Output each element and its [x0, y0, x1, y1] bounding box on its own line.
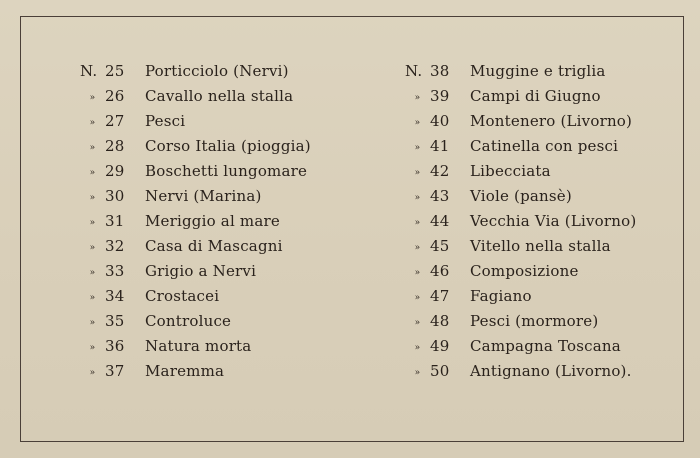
- entry-prefix: »: [89, 268, 96, 278]
- entry-title: Pesci (mormore): [470, 312, 599, 330]
- entry-prefix: »: [414, 343, 421, 353]
- entry-number: 29: [105, 162, 125, 180]
- entry-number: 47: [430, 287, 450, 305]
- entry-number: 32: [105, 237, 125, 255]
- catalog-entry: [405, 259, 636, 284]
- catalog-entry: [405, 59, 636, 84]
- catalog-entry: [405, 284, 636, 309]
- entry-prefix: »: [89, 293, 96, 303]
- catalog-entry: [80, 184, 311, 209]
- catalog-entry: [80, 209, 311, 234]
- catalog-entry: [80, 309, 311, 334]
- entry-title: Casa di Mascagni: [145, 237, 283, 255]
- entry-title: Campi di Giugno: [470, 87, 601, 105]
- entry-prefix: »: [89, 118, 96, 128]
- entry-number: 44: [430, 212, 450, 230]
- entry-title: Cavallo nella stalla: [145, 87, 294, 105]
- entry-prefix: »: [89, 143, 96, 153]
- catalog-entry: [80, 234, 311, 259]
- catalog-entry: [405, 234, 636, 259]
- entry-number: 36: [105, 337, 125, 355]
- catalog-entry: [405, 159, 636, 184]
- entry-title: Boschetti lungomare: [145, 162, 308, 180]
- catalog-entry: [80, 334, 311, 359]
- catalog-entry: [405, 109, 636, 134]
- entry-prefix: »: [414, 243, 421, 253]
- entry-number: 33: [105, 262, 125, 280]
- entry-prefix: »: [414, 93, 421, 103]
- catalog-entry: [80, 134, 311, 159]
- entry-title: Fagiano: [470, 287, 532, 305]
- entry-prefix: »: [414, 143, 421, 153]
- entry-title: Pesci: [145, 112, 186, 130]
- entry-title: Controluce: [145, 312, 232, 330]
- catalog-entry: [405, 84, 636, 109]
- right-column-list: [405, 59, 636, 384]
- entry-prefix: »: [414, 118, 421, 128]
- catalog-entry: [80, 159, 311, 184]
- entry-title: Campagna Toscana: [470, 337, 621, 355]
- entry-prefix: »: [89, 243, 96, 253]
- entry-number: 40: [430, 112, 450, 130]
- entry-number: 26: [105, 87, 125, 105]
- entry-prefix: »: [414, 293, 421, 303]
- catalog-entry: [405, 184, 636, 209]
- entry-title: Porticciolo (Nervi): [145, 62, 289, 80]
- catalog-entry: [405, 359, 636, 384]
- entry-number: 35: [105, 312, 125, 330]
- entry-prefix: »: [89, 168, 96, 178]
- entry-title: Meriggio al mare: [145, 212, 280, 230]
- entry-number: 34: [105, 287, 125, 305]
- entry-title: Vecchia Via (Livorno): [470, 212, 637, 230]
- entry-number: 49: [430, 337, 450, 355]
- catalog-entry: [80, 84, 311, 109]
- entry-number: 25: [105, 62, 125, 80]
- entry-title: Muggine e triglia: [470, 62, 606, 80]
- entry-title: Nervi (Marina): [145, 187, 262, 205]
- entry-number: 27: [105, 112, 125, 130]
- catalog-entry: [80, 59, 311, 84]
- entry-number: 28: [105, 137, 125, 155]
- entry-prefix: »: [414, 318, 421, 328]
- entry-number: 48: [430, 312, 450, 330]
- entry-prefix: »: [89, 218, 96, 228]
- left-column-list: [80, 59, 311, 384]
- catalog-entry: [405, 334, 636, 359]
- entry-number: 50: [430, 362, 450, 380]
- entry-number: 39: [430, 87, 450, 105]
- entry-title: Viole (pansè): [470, 187, 572, 205]
- entry-number: 45: [430, 237, 450, 255]
- entry-title: Catinella con pesci: [470, 137, 619, 155]
- entry-prefix: N.: [80, 62, 98, 80]
- catalog-entry: [80, 284, 311, 309]
- entry-title: Antignano (Livorno).: [470, 362, 632, 380]
- entry-prefix: »: [89, 93, 96, 103]
- entry-title: Corso Italia (pioggia): [145, 137, 311, 155]
- entry-prefix: »: [89, 193, 96, 203]
- entry-title: Vitello nella stalla: [470, 237, 611, 255]
- entry-number: 37: [105, 362, 125, 380]
- entry-number: 38: [430, 62, 450, 80]
- entry-title: Natura morta: [145, 337, 252, 355]
- entry-prefix: »: [89, 368, 96, 378]
- entry-number: 41: [430, 137, 450, 155]
- catalog-entry: [405, 134, 636, 159]
- entry-prefix: »: [89, 343, 96, 353]
- entry-number: 42: [430, 162, 450, 180]
- catalog-entry: [80, 359, 311, 384]
- catalog-entry: [405, 209, 636, 234]
- entry-prefix: »: [414, 193, 421, 203]
- entry-number: 30: [105, 187, 125, 205]
- entry-title: Crostacei: [145, 287, 220, 305]
- catalog-entry: [80, 109, 311, 134]
- entry-number: 31: [105, 212, 125, 230]
- catalog-entry: [405, 309, 636, 334]
- entry-number: 46: [430, 262, 450, 280]
- entry-prefix: »: [414, 268, 421, 278]
- entry-prefix: »: [414, 368, 421, 378]
- entry-prefix: »: [89, 318, 96, 328]
- entry-prefix: »: [414, 218, 421, 228]
- entry-prefix: »: [414, 168, 421, 178]
- entry-number: 43: [430, 187, 450, 205]
- entry-title: Grigio a Nervi: [145, 262, 257, 280]
- entry-title: Maremma: [145, 362, 225, 380]
- entry-title: Composizione: [470, 262, 579, 280]
- entry-title: Montenero (Livorno): [470, 112, 633, 130]
- entry-prefix: N.: [405, 62, 423, 80]
- catalog-entry: [80, 259, 311, 284]
- entry-title: Libecciata: [470, 162, 551, 180]
